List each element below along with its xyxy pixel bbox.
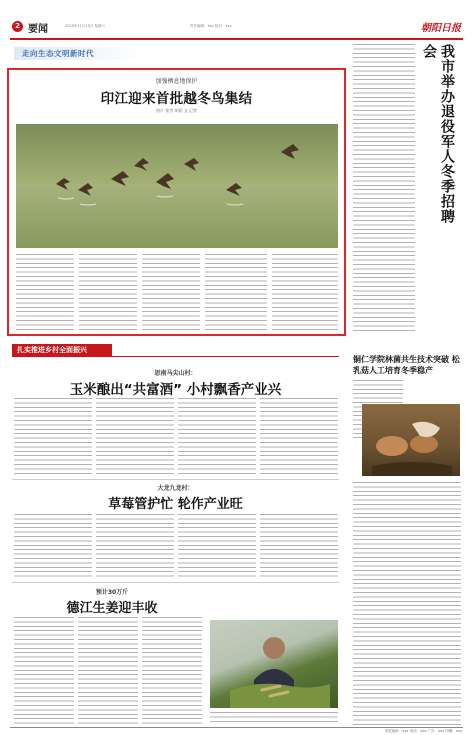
side-story-title	[420, 44, 464, 224]
top-story-body-col4	[205, 254, 267, 330]
top-story-body-col3	[142, 254, 200, 330]
column-ribbon-text: 扎实推进乡村全面振兴	[17, 346, 87, 354]
story4-body-col3	[142, 617, 202, 725]
story3-kicker: 大龙九龙村：	[157, 485, 194, 492]
footer-text: 本报地址：xxx 电话：xxx 广告：xxx 印刷：xxx	[384, 729, 462, 733]
side-story2-body-b	[353, 482, 461, 726]
side-text-upper	[353, 44, 415, 334]
page-number-badge: 2	[12, 21, 23, 32]
story3-body-col2	[96, 514, 174, 578]
story3-title: 草莓管护忙 轮作产业旺	[108, 497, 243, 512]
mushroom-photo	[362, 404, 460, 476]
story4-body-col2	[78, 617, 138, 725]
story4-kicker: 预计30万斤	[95, 589, 129, 596]
story3-body-col1	[14, 514, 92, 578]
ginger-photo-caption	[210, 712, 338, 724]
story2-body-col2	[96, 398, 174, 474]
top-story-byline: 图片 张雪 胡润 文 记者	[155, 108, 198, 113]
footer-rule	[10, 727, 463, 728]
issue-date: 2025年11月15日 星期六	[65, 24, 105, 28]
newspaper-logo: 朝阳日报	[421, 23, 461, 34]
story2-body-col4	[260, 398, 338, 474]
side-story-title-text: 我市举办退役军人冬季招聘会	[421, 44, 455, 224]
masthead	[10, 18, 463, 38]
story3-body-col3	[178, 514, 256, 578]
theme-banner-text: 走向生态文明新时代	[22, 49, 94, 58]
top-story-body-col5	[272, 254, 338, 330]
birds-photo	[16, 124, 338, 248]
story4-title: 德江生姜迎丰收	[66, 601, 158, 616]
theme-banner	[14, 44, 164, 62]
story2-title: 玉米酿出“共富酒” 小村飘香产业兴	[69, 382, 282, 398]
divider	[12, 582, 339, 583]
top-story-title: 印江迎来首批越冬鸟集结	[100, 91, 253, 107]
side-story2-title: 铜仁学院林菌共生技术突破 松乳菇人工培育冬季稳产	[353, 355, 460, 375]
story2-body-col3	[178, 398, 256, 474]
top-story-kicker: 加强栖息地保护	[155, 78, 198, 85]
story2-kicker: 思南马尖山村：	[154, 370, 197, 377]
top-story-body-col2	[79, 254, 137, 330]
story2-body-col1	[14, 398, 92, 474]
story3-body-col4	[260, 514, 338, 578]
story4-body-col1	[14, 617, 74, 725]
ginger-harvest-photo	[210, 620, 338, 708]
editor-info: 责任编辑：xxx 校对：xxx	[190, 24, 232, 28]
masthead-rule	[10, 38, 463, 40]
divider	[12, 479, 339, 480]
ribbon-rule	[12, 356, 339, 357]
section-name: 要闻	[28, 24, 48, 35]
top-story-body-col1	[16, 254, 74, 330]
